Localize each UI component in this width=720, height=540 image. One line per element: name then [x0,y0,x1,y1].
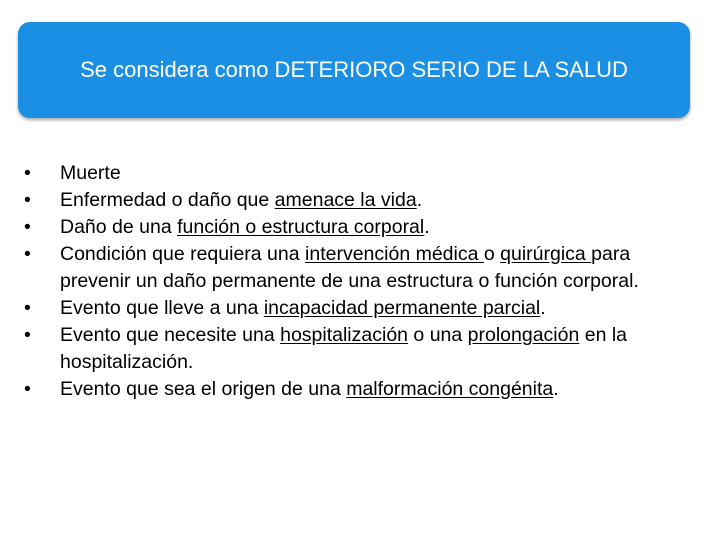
underlined-text: quirúrgica [500,243,592,265]
bullet-marker: • [24,243,31,265]
bullet-text: Evento que lleve a una [60,297,264,319]
bullet-marker: • [24,378,31,400]
bullet-text: Enfermedad o daño que [60,189,275,211]
bullet-marker: • [24,162,31,184]
bullet-item [24,241,684,295]
bullet-text: . [416,189,423,211]
underlined-text: hospitalización [280,324,409,346]
title-banner [18,22,690,118]
bullet-item [24,187,684,214]
bullet-text: Daño de una [60,216,178,238]
bullet-item [24,160,684,187]
underlined-text: prolongación [467,324,580,346]
bullet-text: o una [408,324,468,346]
bullet-text: Evento que necesite una [60,324,281,346]
bullet-text: . [553,378,559,400]
bullet-marker: • [24,216,31,238]
bullet-text: . [540,297,546,319]
bullet-text: o [483,243,501,265]
bullet-item [24,376,684,403]
underlined-text: intervención médica [305,243,484,265]
bullet-text: Evento que sea el origen de una [60,378,347,400]
underlined-text: amenace la vida [274,189,417,211]
underlined-text: incapacidad permanente parcial [263,297,541,319]
bullet-text: Condición que requiera una [60,243,306,265]
bullet-item [24,322,684,376]
underlined-text: función o estructura corporal [177,216,425,238]
bullet-marker: • [24,189,31,211]
bullet-text: para prevenir un daño permanente de una estructura o función corporal. [60,243,639,292]
bullet-text: . [424,216,430,238]
slide-title: Se considera como DETERIORO SERIO DE LA SALUD [80,57,628,82]
bullet-text: en la hospitalización. [60,324,628,373]
underlined-text: malformación congénita [346,378,554,400]
bullet-marker: • [24,297,31,319]
bullet-text: Muerte [60,162,121,184]
bullet-list [24,160,684,403]
bullet-marker: • [24,324,31,346]
bullet-item [24,295,684,322]
bullet-item [24,214,684,241]
